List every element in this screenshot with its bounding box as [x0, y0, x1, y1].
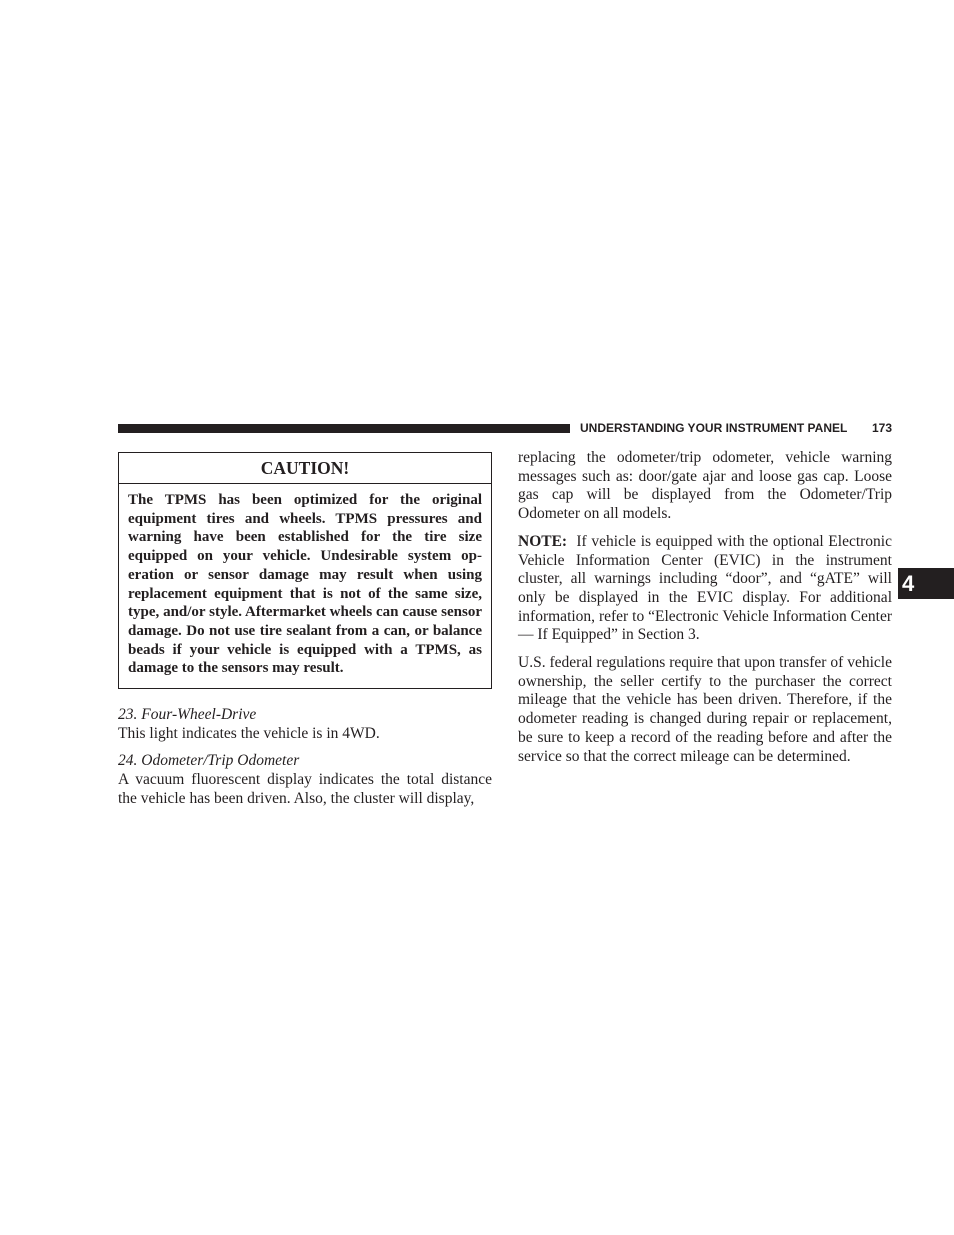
note-text: If vehicle is equipped with the optional Electronic Vehicle Information Center (EVIC) in the instrument cluster, all warnings including “door”, and “gATE” will only be displayed in the EVIC display. For additional information, refer to “Electronic Vehicle Information Center — If Equipped” in Section 3.	[518, 532, 892, 644]
item-heading-four-wheel-drive: 23. Four-Wheel-Drive	[118, 706, 257, 724]
item-heading-odometer: 24. Odometer/Trip Odometer	[118, 752, 300, 770]
item-text-odometer: A vacuum fluorescent display indicates the total distance the vehicle has been driven. Also, the cluster will display,	[118, 771, 492, 807]
header-rule	[118, 424, 570, 433]
paragraph-warning-messages: replacing the odometer/trip odometer, vehicle warning messages such as: door/gate ajar and loose gas cap. Loose gas cap will be displayed from the Odometer/Trip Odometer on all models.	[518, 449, 892, 523]
note-label: NOTE:	[518, 532, 568, 550]
left-column	[118, 452, 492, 809]
page-number: 173	[871, 421, 892, 435]
caution-box	[118, 452, 492, 689]
running-header	[580, 420, 892, 436]
caution-title: CAUTION!	[119, 453, 491, 484]
paragraph-federal-regulations: U.S. federal regulations require that upon transfer of vehicle ownership, the seller certify to the purchaser the correct mileage that the vehicle has been driven. Therefore, if the odometer reading is changed during repair or replacement, be sure to keep a record of the reading before and after the service so that the correct mileage can be determined.	[518, 654, 892, 765]
chapter-tab: 4	[898, 568, 954, 599]
item-text-four-wheel-drive: This light indicates the vehicle is in 4WD.	[118, 724, 380, 742]
note-paragraph	[518, 533, 892, 645]
section-title: UNDERSTANDING YOUR INSTRUMENT PANEL	[580, 421, 848, 435]
caution-body: The TPMS has been optimized for the original equipment tires and wheels. TPMS pressures and warning have been established for the tire size equipped on your vehicle. Undesirable system operation or sensor damage may result when using replacement equipment that is not of the same size, type, and/or style. Aftermarket wheels can cause sensor damage. Do not use tire sealant from a can, or balance beads if your vehicle is equipped with a TPMS, as damage to the sensors may result.	[128, 492, 482, 677]
right-column	[518, 449, 892, 766]
